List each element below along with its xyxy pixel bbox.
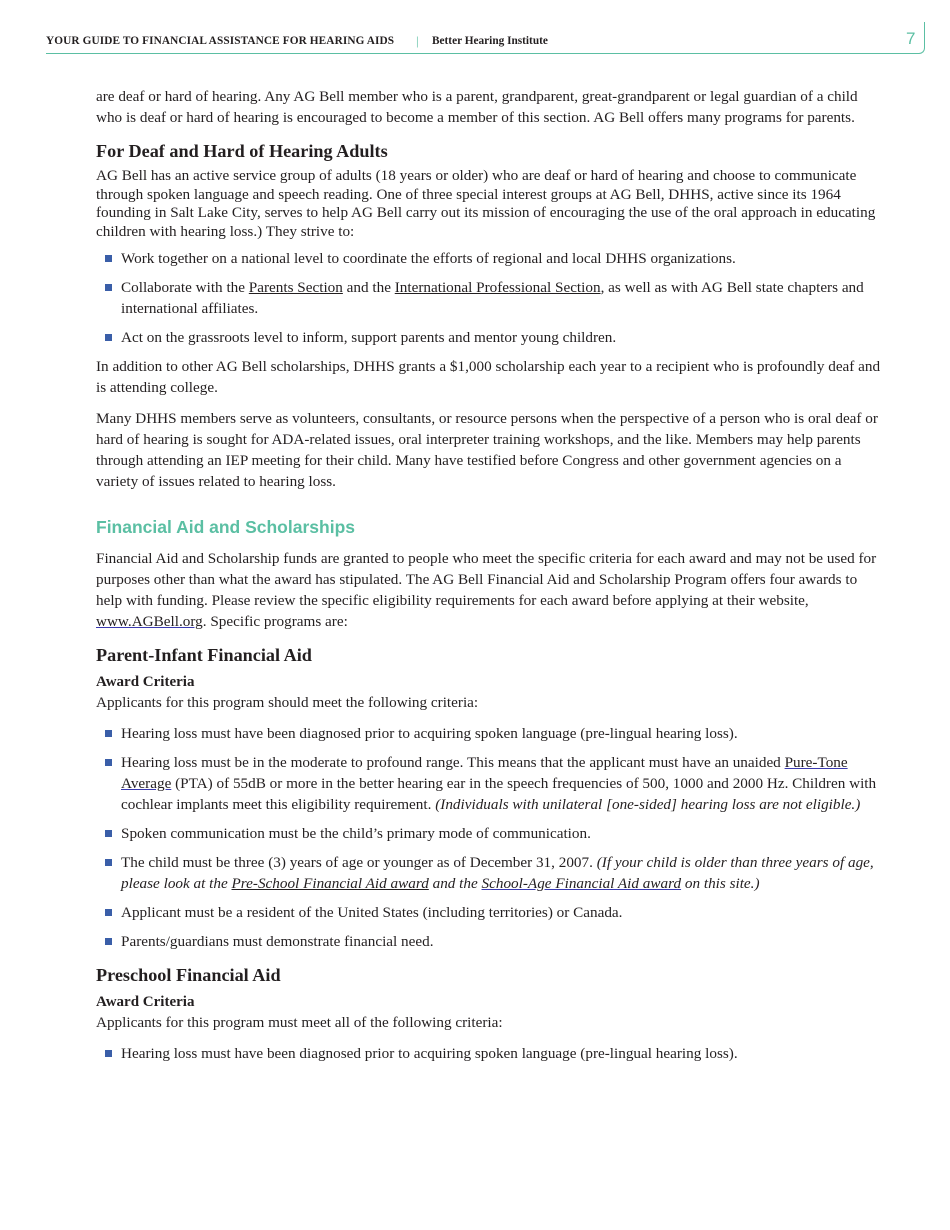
- header-rule: [46, 53, 912, 54]
- header-org: Better Hearing Institute: [432, 35, 548, 47]
- list-item: Collaborate with the Parents Section and the International Professional Section, as well as with AG Bell state chapters and international affiliates.: [96, 277, 882, 319]
- bullet-icon: [105, 334, 112, 341]
- header-separator: |: [416, 33, 419, 48]
- bullet-icon: [105, 859, 112, 866]
- list-item: Applicant must be a resident of the United States (including territories) or Canada.: [96, 902, 882, 923]
- list-item: Hearing loss must have been diagnosed prior to acquiring spoken language (pre-lingual hearing loss).: [96, 1043, 882, 1064]
- adults-heading: For Deaf and Hard of Hearing Adults: [96, 141, 388, 161]
- intro-paragraph: are deaf or hard of hearing. Any AG Bell member who is a parent, grandparent, great-grandparent or legal guardian of a child who is deaf or hard of hearing is encouraged to become a member of this section. AG Bell offers many programs for parents.: [96, 88, 858, 126]
- page-content: [96, 86, 882, 1072]
- preschool-heading: Preschool Financial Aid: [96, 965, 281, 985]
- parent-infant-heading: Parent-Infant Financial Aid: [96, 645, 312, 665]
- list-item: Spoken communication must be the child’s primary mode of communication.: [96, 823, 882, 844]
- list-item: Hearing loss must be in the moderate to profound range. This means that the applicant must have an unaided Pure-Tone Average (PTA) of 55dB or more in the better hearing ear in the speech frequencies of 500, 1000 and 2000 Hz. Children with cochlear implants meet this eligibility requirement. (Individuals with unilateral [one-sided] hearing loss are not eligible.): [96, 752, 882, 815]
- bullet-icon: [105, 830, 112, 837]
- bullet-icon: [105, 938, 112, 945]
- school-age-financial-aid-link[interactable]: School-Age Financial Aid award: [481, 875, 682, 892]
- adults-paragraph: AG Bell has an active service group of adults (18 years or older) who are deaf or hard of hearing and choose to communicate through spoken language and speech reading. One of three special interest groups at AG Bell, DHHS, active since its 1964 founding in Salt Lake City, serves to help AG Bell carry out its mission of encouraging the use of the oral approach in educating children with hearing loss.) They strive to:: [96, 167, 876, 240]
- adults-list: [96, 248, 882, 348]
- list-item: Parents/guardians must demonstrate financial need.: [96, 931, 882, 952]
- page-header: [46, 26, 926, 54]
- criteria-intro: Applicants for this program should meet the following criteria:: [96, 694, 479, 711]
- dhhs-scholarship-paragraph: In addition to other AG Bell scholarships, DHHS grants a $1,000 scholarship each year to a recipient who is profoundly deaf and is attending college.: [96, 358, 881, 396]
- list-item: Act on the grassroots level to inform, support parents and mentor young children.: [96, 327, 882, 348]
- bullet-icon: [105, 730, 112, 737]
- bullet-icon: [105, 909, 112, 916]
- award-criteria-heading: Award Criteria: [96, 994, 195, 1010]
- preschool-financial-aid-link[interactable]: Pre-School Financial Aid award: [231, 875, 429, 892]
- parents-section-link[interactable]: Parents Section: [248, 279, 343, 296]
- bullet-icon: [105, 255, 112, 262]
- award-criteria-heading: Award Criteria: [96, 674, 195, 690]
- international-professional-section-link[interactable]: International Professional Section: [394, 279, 601, 296]
- financial-aid-paragraph: Financial Aid and Scholarship funds are granted to people who meet the specific criteria for each award and may not be used for purposes other than what the award has stipulated. The AG Bell Financial Aid and Scholarship Program offers four awards to help with funding. Please review the specific eligibility requirements for each award before applying at their website, www.AGBell.org. Specific programs are:: [96, 550, 877, 630]
- page-number: 7: [906, 29, 916, 48]
- bullet-icon: [105, 1050, 112, 1057]
- bullet-icon: [105, 284, 112, 291]
- criteria-intro: Applicants for this program must meet all of the following criteria:: [96, 1014, 503, 1031]
- header-title: YOUR GUIDE TO FINANCIAL ASSISTANCE FOR HEARING AIDS: [46, 35, 395, 47]
- list-item: The child must be three (3) years of age or younger as of December 31, 2007. (If your child is older than three years of age, please look at the Pre-School Financial Aid award and the School-Age Financial Aid award on this site.): [96, 852, 882, 894]
- parent-infant-criteria-list: [96, 723, 882, 952]
- dhhs-members-paragraph: Many DHHS members serve as volunteers, consultants, or resource persons when the perspective of a person who is oral deaf or hard of hearing is sought for ADA-related issues, oral interpreter training workshops, and the like. Members may help parents through attending an IEP meeting for their child. Many have testified before Congress and other government agencies on a variety of issues related to hearing loss.: [96, 410, 878, 490]
- financial-aid-heading: Financial Aid and Scholarships: [96, 517, 355, 537]
- list-item: Work together on a national level to coordinate the efforts of regional and local DHHS organizations.: [96, 248, 882, 269]
- preschool-criteria-list: [96, 1043, 882, 1064]
- list-item: Hearing loss must have been diagnosed prior to acquiring spoken language (pre-lingual hearing loss).: [96, 723, 882, 744]
- agbell-website-link[interactable]: www.AGBell.org: [96, 613, 203, 630]
- pure-tone-average-link[interactable]: Pure-Tone Average: [121, 754, 848, 792]
- bullet-icon: [105, 759, 112, 766]
